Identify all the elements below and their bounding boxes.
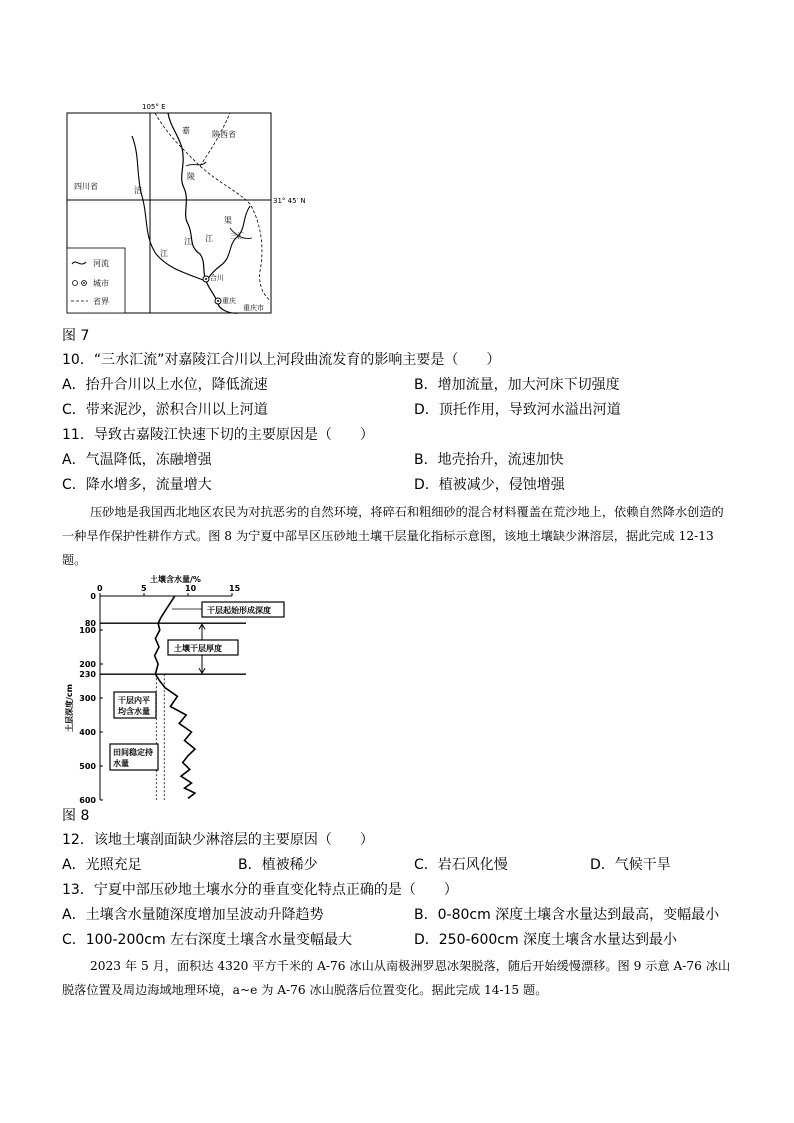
q12-option-a[interactable]: A．光照充足 [62, 857, 142, 873]
y-tick-label: 500 [79, 762, 96, 771]
legend-city-label: 城市 [93, 279, 109, 288]
svg-text:均含水量: 均含水量 [118, 707, 150, 716]
figure-8-chart [60, 572, 320, 804]
legend-border-label: 省界 [93, 297, 109, 306]
label-chongqing-city: 重庆市 [243, 304, 264, 312]
label-sanhui: 三汇 [230, 232, 244, 240]
svg-text:干层起始形成深度: 干层起始形成深度 [207, 606, 271, 615]
label-jia: 嘉 [182, 126, 190, 135]
box-dry-start [202, 602, 284, 617]
longitude-label: 105° E [142, 103, 166, 111]
q13-option-a[interactable]: A．土壤含水量随深度增加呈波动升降趋势 [62, 907, 324, 923]
chart-y-title: 土层深度/cm [65, 684, 74, 732]
latitude-label: 31° 45′ N [273, 197, 306, 205]
y-tick-label: 200 [79, 660, 96, 669]
svg-text:田间稳定持: 田间稳定持 [113, 748, 153, 757]
y-tick-label: 100 [79, 626, 96, 635]
figure-7-map [60, 96, 320, 318]
y-tick-label: 0 [90, 592, 96, 601]
q10-option-c[interactable]: C．带来泥沙，淤积合川以上河道 [62, 402, 268, 418]
label-fu: 涪 [134, 186, 142, 195]
q13-option-c[interactable]: C．100-200cm 左右深度土壤含水量变幅最大 [62, 932, 353, 948]
legend-river-label: 河流 [93, 259, 109, 268]
q13-option-d[interactable]: D．250-600cm 深度土壤含水量达到最小 [414, 932, 678, 948]
x-tick-label: 0 [97, 584, 103, 593]
x-tick-label: 15 [229, 584, 241, 593]
q10-option-a[interactable]: A．抬升合川以上水位，降低流速 [62, 377, 268, 393]
q10-option-d[interactable]: D．顶托作用，导致河水溢出河道 [414, 402, 621, 418]
label-hechuan: 合川 [210, 274, 224, 282]
figure-8-caption: 图 8 [62, 808, 90, 824]
q11-option-b[interactable]: B．地壳抬升，流速加快 [414, 452, 564, 468]
svg-text:土壤干层厚度: 土壤干层厚度 [174, 644, 222, 653]
label-jiang-1: 江 [184, 237, 192, 246]
y-tick-label: 300 [79, 694, 96, 703]
y-tick-label: 230 [79, 670, 96, 680]
q10-option-b[interactable]: B．增加流量，加大河床下切强度 [414, 377, 620, 393]
label-jiang-2: 江 [205, 234, 213, 243]
q13-stem: 13．宁夏中部压砂地土壤水分的垂直变化特点正确的是（ ） [62, 882, 458, 898]
figure-7-caption: 图 7 [62, 328, 90, 344]
y-tick-label: 80 [84, 619, 96, 629]
x-tick-label: 5 [141, 584, 147, 593]
intro-12-13: 压砂地是我国西北地区农民为对抗恶劣的自然环境，将碎石和粗细砂的混合材料覆盖在荒沙地上，依赖自然降水创造的一种旱作保护性耕作方式。图 8 为宁夏中部旱区压砂地土壤干层量化指标示意图，该地土壤缺少淋溶层，据此完成 12-13 题。 [62, 505, 724, 567]
intro-14-15: 2023 年 5 月，面积达 4320 平方千米的 A-76 冰山从南极洲罗恩冰架脱落，随后开始缓慢漂移。图 9 示意 A-76 冰山脱落位置及周边海域地理环境，a~e 为 A-76 冰山脱落后位置变化。据此完成 14-15 题。 [62, 959, 731, 997]
q12-option-b[interactable]: B．植被稀少 [238, 857, 318, 873]
city-chongqing-icon [215, 298, 221, 304]
chart-x-title: 土壤含水量/% [150, 575, 201, 584]
svg-text:水量: 水量 [113, 759, 129, 768]
label-shaanxi: 陕西省 [212, 130, 236, 139]
y-tick-label: 400 [79, 728, 96, 737]
label-jiang-3: 江 [160, 249, 168, 258]
y-tick-label: 600 [79, 796, 96, 804]
label-chongqing: 重庆 [222, 297, 236, 305]
q11-option-a[interactable]: A．气温降低，冻融增强 [62, 452, 212, 468]
legend-city-icon [73, 281, 78, 286]
q11-stem: 11．导致古嘉陵江快速下切的主要原因是（ ） [62, 427, 374, 443]
q10-stem: 10．“三水汇流”对嘉陵江合川以上河段曲流发育的影响主要是（ ） [62, 352, 501, 368]
q12-option-c[interactable]: C．岩石风化慢 [414, 857, 508, 873]
label-qu: 渠 [224, 216, 232, 225]
box-dry-avg [114, 692, 156, 718]
map-legend [67, 248, 125, 313]
label-sichuan: 四川省 [74, 182, 98, 191]
moisture-curve [155, 596, 195, 798]
q12-stem: 12．该地土壤剖面缺少淋溶层的主要原因（ ） [62, 832, 374, 848]
city-hechuan-icon [203, 276, 209, 282]
q13-option-b[interactable]: B．0-80cm 深度土壤含水量达到最高，变幅最小 [414, 907, 720, 923]
x-tick-label: 10 [185, 584, 197, 593]
svg-text:干层内平: 干层内平 [118, 696, 150, 705]
q11-option-d[interactable]: D．植被减少，侵蚀增强 [414, 477, 565, 493]
q12-option-d[interactable]: D．气候干旱 [590, 857, 671, 873]
box-dry-thickness [168, 640, 238, 655]
q11-option-c[interactable]: C．降水增多，流量增大 [62, 477, 212, 493]
box-field-capacity [110, 744, 158, 770]
label-ling: 陵 [187, 172, 195, 181]
